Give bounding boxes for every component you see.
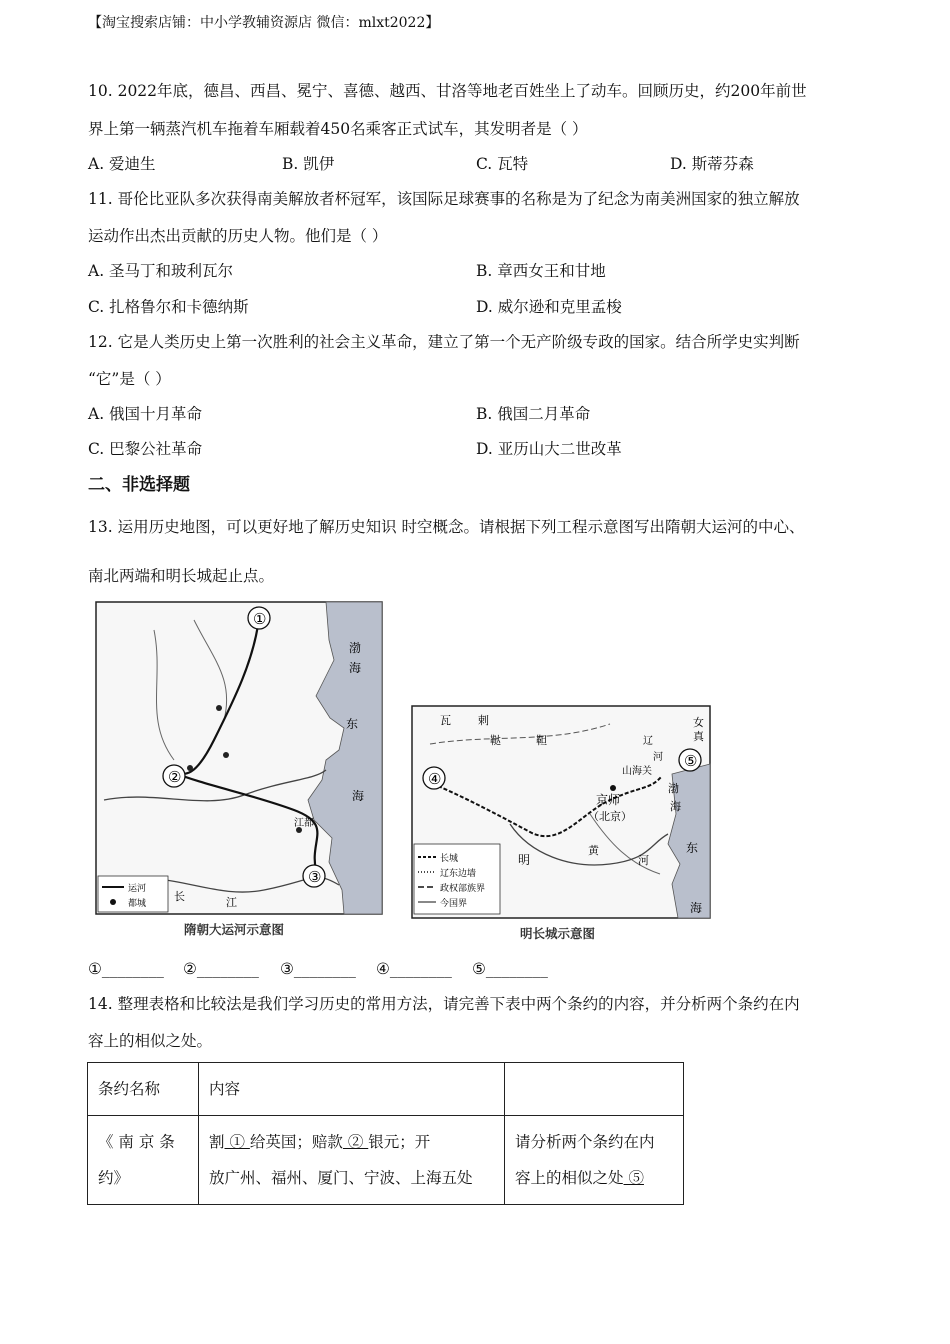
- map2-label-he: 河: [638, 854, 649, 867]
- q13-blank-3: ③________: [280, 960, 356, 978]
- q12-line2: “它”是（ ）: [88, 370, 171, 388]
- map2-label-bohai2: 海: [670, 800, 681, 813]
- map2-label-huang: 黄: [588, 844, 599, 857]
- q13-line2: 南北两端和明长城起止点。: [88, 567, 275, 585]
- treaty-name-cell: [88, 1116, 199, 1205]
- map1-label-jiangdu: 江都: [294, 818, 314, 829]
- map2-label-t4: 靼: [536, 734, 547, 747]
- map2-label-east2: 海: [690, 901, 703, 915]
- table-header-name: 条约名称: [88, 1063, 199, 1116]
- map1-label-river2: 江: [226, 896, 237, 909]
- map2-label-liao: 辽: [643, 736, 653, 747]
- content-text-2: 给英国；赔款: [249, 1133, 343, 1151]
- q11-option-d: D. 威尔逊和克里孟梭: [476, 298, 622, 316]
- map1-marker-2: ②: [168, 768, 182, 786]
- table-row: [88, 1116, 684, 1205]
- q13-blank-4: ④________: [376, 960, 452, 978]
- content-text-1: 割: [209, 1133, 225, 1151]
- content-text-3: 银元；开: [368, 1133, 431, 1151]
- maps-figure: [92, 598, 717, 948]
- q11-line1: 11. 哥伦比亚队多次获得南美解放者杯冠军，该国际足球赛事的名称是为了纪念为南美洲国家的独立解放: [88, 190, 800, 208]
- blank-2[interactable]: ②: [342, 1133, 369, 1151]
- map1-label-sea4: 海: [352, 789, 365, 803]
- q12-option-d: D. 亚历山大二世改革: [476, 440, 622, 458]
- map2-legend-4: 今国界: [440, 899, 468, 909]
- ming-great-wall-map: [410, 704, 712, 920]
- blank-5[interactable]: ⑤: [623, 1169, 644, 1187]
- map1-label-river: 长: [174, 890, 185, 903]
- map2-legend-2: 辽东边墙: [440, 869, 477, 879]
- q11-option-b: B. 章西女王和甘地: [476, 262, 606, 280]
- table-header-analysis: [505, 1063, 684, 1116]
- map1-marker-3: ③: [308, 868, 322, 886]
- map2-caption: 明长城示意图: [520, 926, 596, 941]
- map2-label-t3: 鞑: [490, 734, 501, 747]
- map1-marker-1: ①: [253, 610, 267, 628]
- map2-label-beijing: （北京）: [588, 810, 632, 823]
- analysis-line1: 请分析两个条约在内: [515, 1133, 655, 1151]
- q12-option-a: A. 俄国十月革命: [88, 405, 203, 423]
- q10-option-b: B. 凯伊: [282, 155, 335, 173]
- q13-line1: 13. 运用历史地图，可以更好地了解历史知识 时空概念。请根据下列工程示意图写出隋朝大运河的中心、: [88, 518, 805, 536]
- map2-label-t2: 剌: [478, 714, 489, 727]
- q11-option-a: A. 圣马丁和玻利瓦尔: [88, 262, 234, 280]
- map1-label-sea2: 海: [349, 661, 362, 675]
- map2-marker-5: ⑤: [684, 752, 698, 770]
- header-note: 【淘宝搜索店铺：中小学教辅资源店 微信：mlxt2022】: [88, 15, 440, 31]
- map2-label-t5: 女: [693, 716, 704, 729]
- analysis-text: 容上的相似之处: [515, 1169, 624, 1187]
- sui-canal-map: [94, 600, 384, 918]
- map1-caption: 隋朝大运河示意图: [184, 922, 285, 937]
- map1-legend-canal: 运河: [128, 884, 147, 894]
- treaty-content-cell: [199, 1116, 505, 1205]
- treaty-content-line2: 放广州、福州、厦门、宁波、上海五处: [209, 1169, 473, 1187]
- map2-label-east1: 东: [686, 841, 699, 855]
- table-header-content: 内容: [199, 1063, 505, 1116]
- treaty-name-line2: 约》: [98, 1169, 130, 1187]
- treaty-name-line1: 《 南 京 条: [98, 1133, 175, 1151]
- q10-line1: 10. 2022年底，德昌、西昌、冕宁、喜德、越西、甘洛等地老百姓坐上了动车。回顾历史，约200年前世: [88, 82, 807, 100]
- q12-option-b: B. 俄国二月革命: [476, 405, 591, 423]
- q10-line2: 界上第一辆蒸汽机车拖着车厢载着450名乘客正式试车，其发明者是（ ）: [88, 120, 588, 138]
- q12-option-c: C. 巴黎公社革命: [88, 440, 203, 458]
- table-header-row: [88, 1063, 684, 1116]
- map2-label-he2: 河: [653, 752, 663, 763]
- map2-legend-3: 政权部族界: [440, 884, 486, 894]
- map1-label-sea1: 渤: [349, 641, 362, 655]
- analysis-line2: [515, 1160, 673, 1196]
- q12-line1: 12. 它是人类历史上第一次胜利的社会主义革命，建立了第一个无产阶级专政的国家。结合所学史实判断: [88, 333, 800, 351]
- q10-option-a: A. 爱迪生: [88, 155, 156, 173]
- treaty-content-line1: [209, 1124, 494, 1160]
- map2-label-ming: 明: [518, 853, 531, 867]
- map2-label-bohai1: 渤: [668, 782, 679, 795]
- map2-label-t1: 瓦: [440, 714, 451, 727]
- map2-label-jingshi: 京师: [596, 793, 621, 807]
- q13-blank-2: ②________: [183, 960, 259, 978]
- q13-blank-5: ⑤________: [472, 960, 548, 978]
- q10-option-c: C. 瓦特: [476, 155, 529, 173]
- q10-option-d: D. 斯蒂芬森: [670, 155, 754, 173]
- map1-label-sea3: 东: [346, 717, 359, 731]
- q11-option-c: C. 扎格鲁尔和卡德纳斯: [88, 298, 249, 316]
- map1-legend-capital: 都城: [128, 899, 147, 909]
- treaty-analysis-cell: [505, 1116, 684, 1205]
- section-title: 二、非选择题: [88, 475, 190, 495]
- treaty-table: [87, 1062, 684, 1205]
- map2-label-t6: 真: [693, 730, 704, 743]
- map2-label-shanhai: 山海关: [622, 766, 652, 777]
- map2-marker-4: ④: [428, 770, 442, 788]
- q11-line2: 运动作出杰出贡献的历史人物。他们是（ ）: [88, 227, 388, 245]
- q14-line1: 14. 整理表格和比较法是我们学习历史的常用方法，请完善下表中两个条约的内容，并分析两个条约在内: [88, 995, 800, 1013]
- q13-blank-1: ①________: [88, 960, 164, 978]
- map2-legend-1: 长城: [440, 854, 459, 864]
- blank-1[interactable]: ①: [224, 1133, 250, 1151]
- q14-line2: 容上的相似之处。: [88, 1032, 213, 1050]
